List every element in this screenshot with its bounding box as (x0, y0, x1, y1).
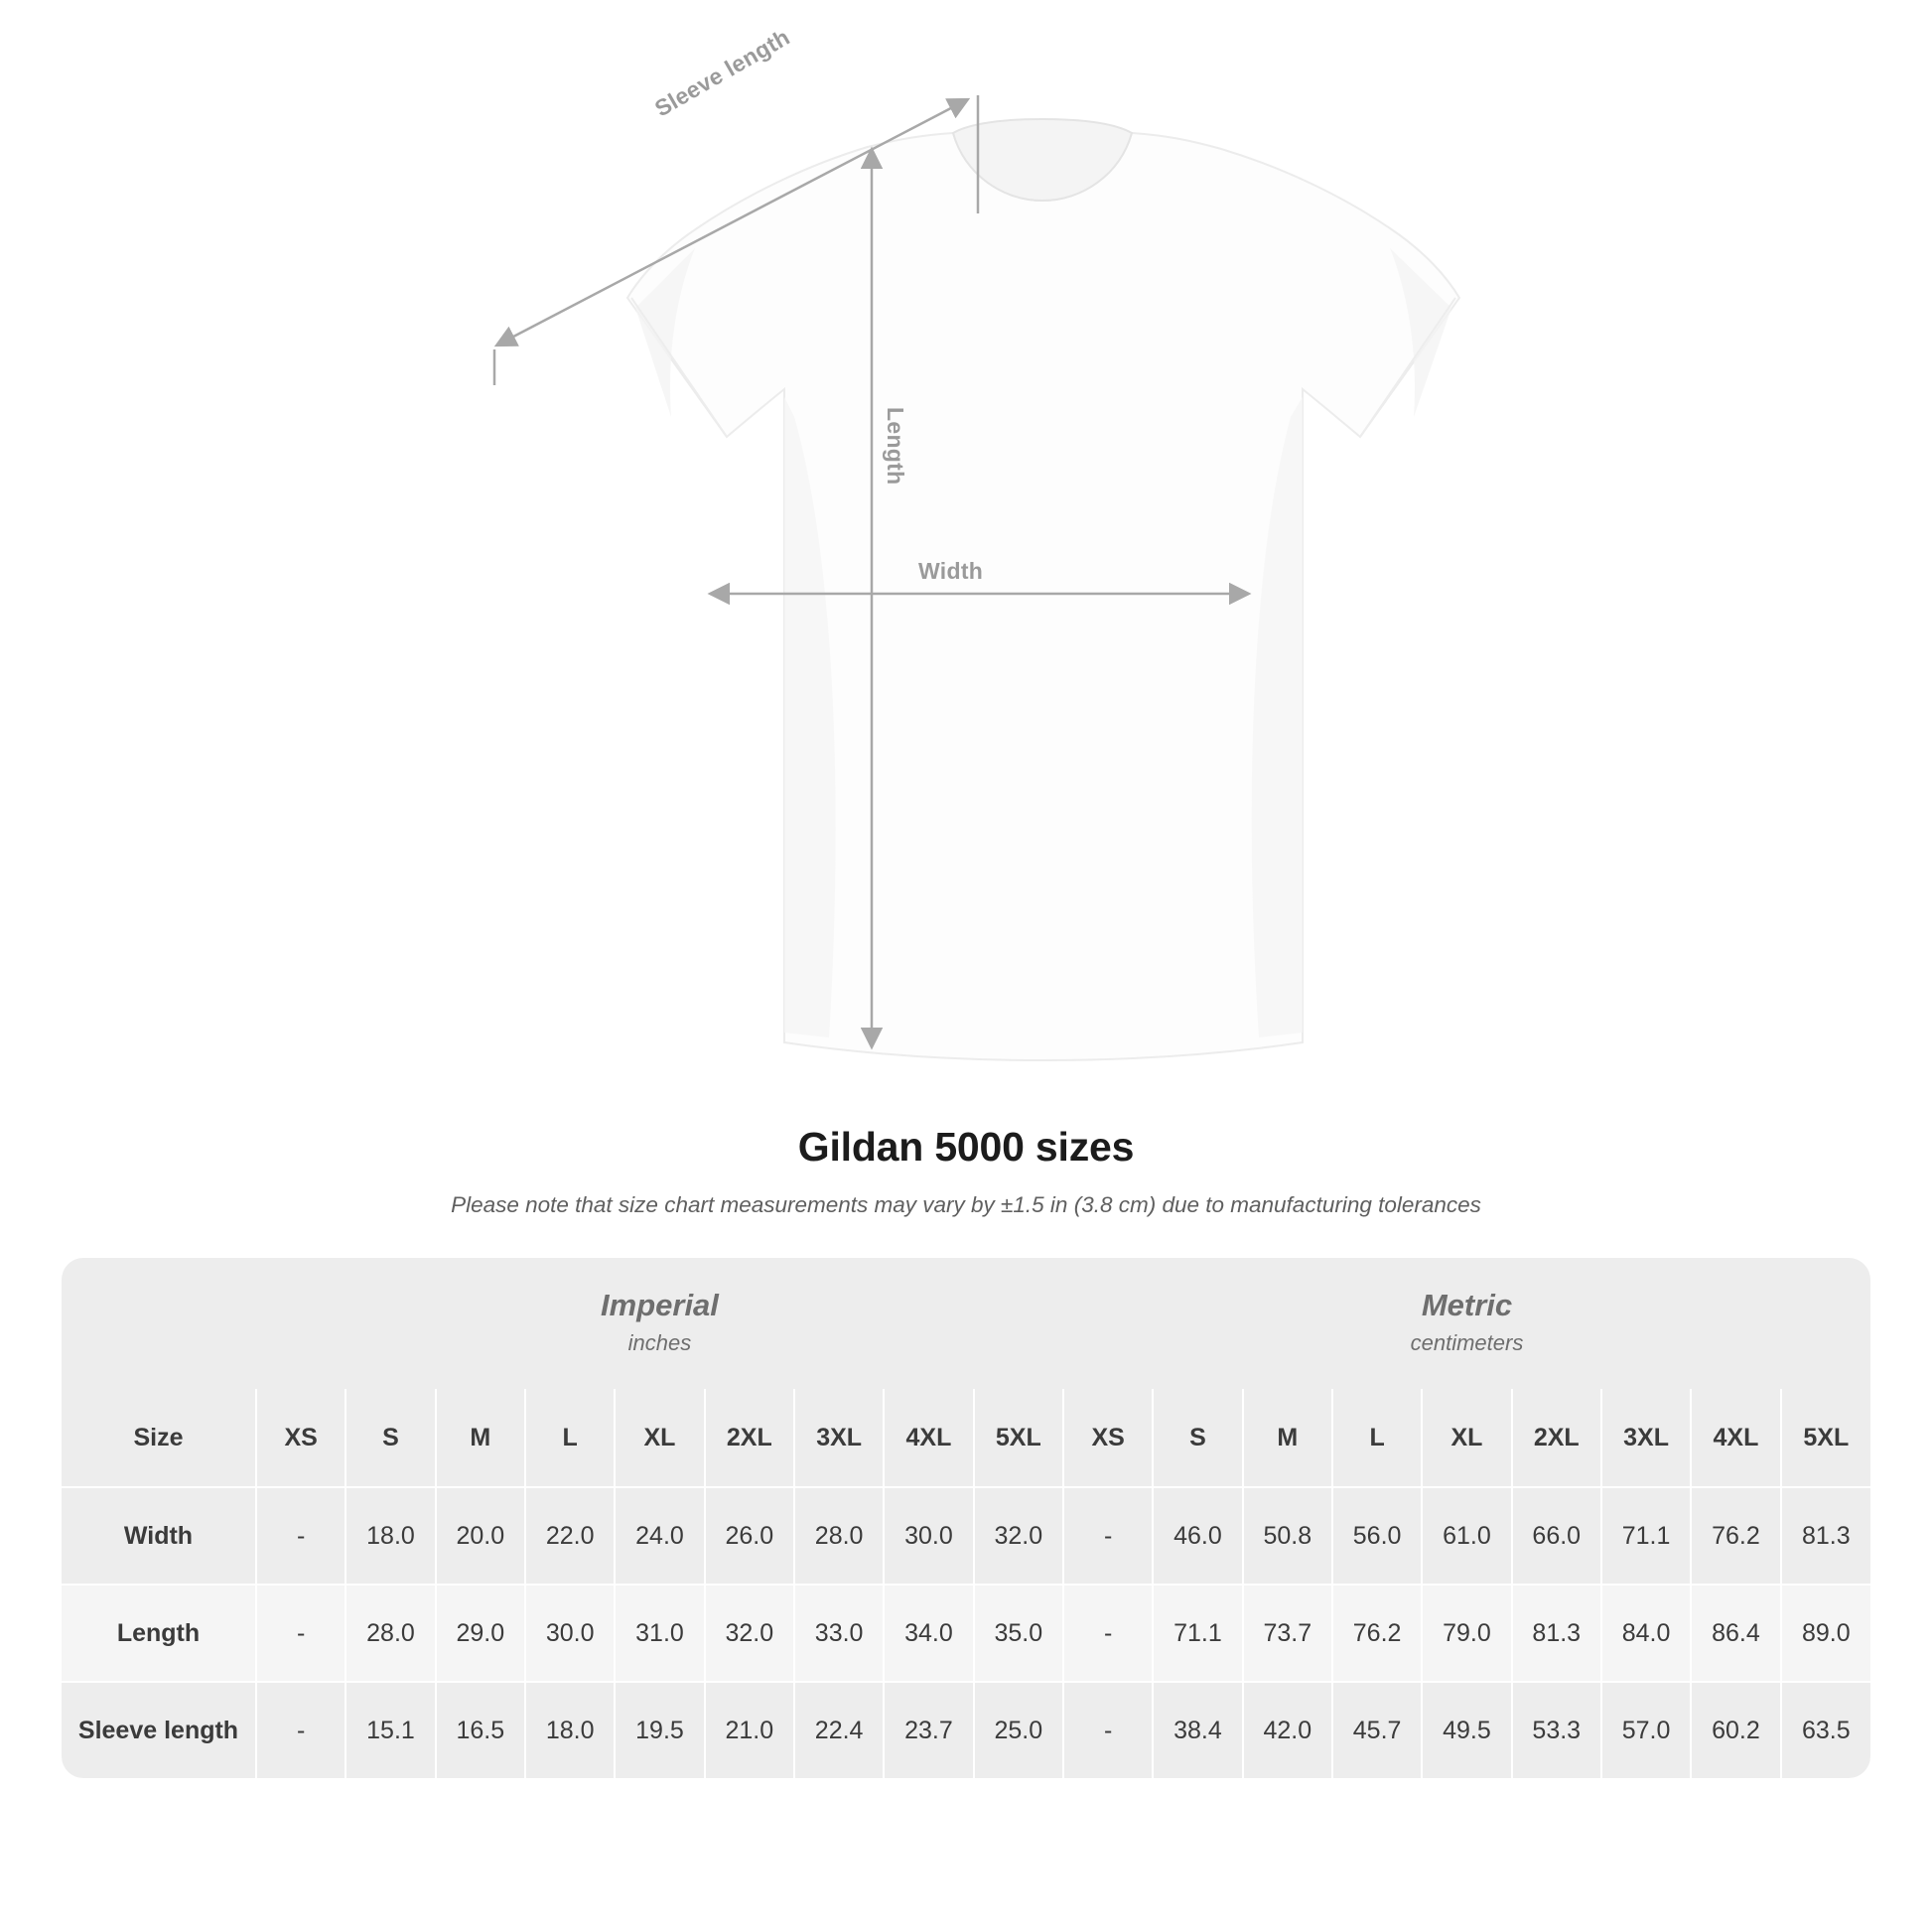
size-header-metric-s: S (1153, 1389, 1242, 1487)
size-table-wrapper (62, 1258, 1870, 1778)
size-header-imperial-l: L (525, 1389, 615, 1487)
size-header-metric-xl: XL (1422, 1389, 1511, 1487)
size-header-imperial-xl: XL (615, 1389, 704, 1487)
unit-imperial-sub: inches (627, 1329, 692, 1355)
cell-length-metric-3xl: 84.0 (1601, 1585, 1691, 1682)
cell-width-metric-5xl: 81.3 (1781, 1487, 1870, 1585)
cell-length-imperial-xs: - (256, 1585, 345, 1682)
cell-length-imperial-l: 30.0 (525, 1585, 615, 1682)
table-row (62, 1682, 1870, 1778)
size-table (62, 1258, 1870, 1778)
cell-length-imperial-2xl: 32.0 (705, 1585, 794, 1682)
cell-sleeve-metric-xs: - (1063, 1682, 1153, 1778)
tolerance-note: Please note that size chart measurements may vary by ±1.5 in (3.8 cm) due to manufacturing tolerances (451, 1192, 1481, 1217)
size-header-metric-3xl: 3XL (1601, 1389, 1691, 1487)
cell-sleeve-metric-s: 38.4 (1153, 1682, 1242, 1778)
cell-sleeve-metric-l: 45.7 (1332, 1682, 1422, 1778)
size-header-imperial-m: M (436, 1389, 525, 1487)
cell-length-imperial-4xl: 34.0 (884, 1585, 973, 1682)
cell-width-imperial-3xl: 28.0 (794, 1487, 884, 1585)
size-header-imperial-2xl: 2XL (705, 1389, 794, 1487)
cell-width-metric-m: 50.8 (1243, 1487, 1332, 1585)
cell-length-metric-4xl: 86.4 (1691, 1585, 1780, 1682)
title-block (0, 1124, 1932, 1218)
cell-width-imperial-5xl: 32.0 (974, 1487, 1063, 1585)
row-label-width: Width (62, 1487, 256, 1585)
cell-sleeve-imperial-5xl: 25.0 (974, 1682, 1063, 1778)
size-header-imperial-4xl: 4XL (884, 1389, 973, 1487)
cell-sleeve-imperial-xl: 19.5 (615, 1682, 704, 1778)
unit-metric-sub: centimeters (1410, 1329, 1524, 1355)
cell-width-metric-s: 46.0 (1153, 1487, 1242, 1585)
cell-sleeve-imperial-2xl: 21.0 (705, 1682, 794, 1778)
cell-sleeve-metric-3xl: 57.0 (1601, 1682, 1691, 1778)
cell-length-imperial-s: 28.0 (345, 1585, 435, 1682)
size-header-imperial-s: S (345, 1389, 435, 1487)
table-row (62, 1585, 1870, 1682)
cell-sleeve-metric-2xl: 53.3 (1512, 1682, 1601, 1778)
cell-length-metric-l: 76.2 (1332, 1585, 1422, 1682)
cell-width-metric-2xl: 66.0 (1512, 1487, 1601, 1585)
cell-length-metric-xl: 79.0 (1422, 1585, 1511, 1682)
tshirt-shape (627, 119, 1459, 1060)
page-title: Gildan 5000 sizes (797, 1124, 1135, 1170)
unit-imperial-name: Imperial (601, 1288, 719, 1323)
size-header-imperial-xs: XS (256, 1389, 345, 1487)
cell-width-metric-4xl: 76.2 (1691, 1487, 1780, 1585)
row-label-sleeve-length: Sleeve length (62, 1682, 256, 1778)
size-header-metric-m: M (1243, 1389, 1332, 1487)
cell-length-imperial-xl: 31.0 (615, 1585, 704, 1682)
unit-header-row (62, 1258, 1870, 1389)
size-header-imperial-3xl: 3XL (794, 1389, 884, 1487)
cell-length-metric-2xl: 81.3 (1512, 1585, 1601, 1682)
cell-sleeve-imperial-4xl: 23.7 (884, 1682, 973, 1778)
cell-width-imperial-m: 20.0 (436, 1487, 525, 1585)
cell-width-imperial-2xl: 26.0 (705, 1487, 794, 1585)
cell-width-imperial-xl: 24.0 (615, 1487, 704, 1585)
cell-length-imperial-3xl: 33.0 (794, 1585, 884, 1682)
cell-sleeve-imperial-l: 18.0 (525, 1682, 615, 1778)
cell-length-metric-5xl: 89.0 (1781, 1585, 1870, 1682)
cell-sleeve-imperial-m: 16.5 (436, 1682, 525, 1778)
cell-length-imperial-m: 29.0 (436, 1585, 525, 1682)
size-header-imperial-5xl: 5XL (974, 1389, 1063, 1487)
cell-width-metric-l: 56.0 (1332, 1487, 1422, 1585)
cell-sleeve-imperial-3xl: 22.4 (794, 1682, 884, 1778)
unit-spacer (62, 1258, 256, 1389)
cell-width-imperial-xs: - (256, 1487, 345, 1585)
cell-sleeve-metric-4xl: 60.2 (1691, 1682, 1780, 1778)
cell-length-metric-s: 71.1 (1153, 1585, 1242, 1682)
cell-sleeve-imperial-xs: - (256, 1682, 345, 1778)
table-row (62, 1487, 1870, 1585)
cell-sleeve-metric-m: 42.0 (1243, 1682, 1332, 1778)
unit-imperial (256, 1258, 1063, 1389)
cell-length-metric-xs: - (1063, 1585, 1153, 1682)
cell-sleeve-imperial-s: 15.1 (345, 1682, 435, 1778)
cell-width-imperial-l: 22.0 (525, 1487, 615, 1585)
sleeve-length-label: Sleeve length (650, 23, 794, 122)
size-header-label: Size (62, 1389, 256, 1487)
size-header-metric-xs: XS (1063, 1389, 1153, 1487)
cell-width-metric-xl: 61.0 (1422, 1487, 1511, 1585)
length-label: Length (883, 407, 908, 485)
unit-metric-name: Metric (1421, 1288, 1513, 1323)
cell-width-metric-xs: - (1063, 1487, 1153, 1585)
cell-sleeve-metric-xl: 49.5 (1422, 1682, 1511, 1778)
cell-width-metric-3xl: 71.1 (1601, 1487, 1691, 1585)
size-header-metric-5xl: 5XL (1781, 1389, 1870, 1487)
size-header-row (62, 1389, 1870, 1487)
cell-length-metric-m: 73.7 (1243, 1585, 1332, 1682)
cell-width-imperial-s: 18.0 (345, 1487, 435, 1585)
cell-sleeve-metric-5xl: 63.5 (1781, 1682, 1870, 1778)
cell-width-imperial-4xl: 30.0 (884, 1487, 973, 1585)
unit-metric (1063, 1258, 1870, 1389)
row-label-length: Length (62, 1585, 256, 1682)
size-header-metric-4xl: 4XL (1691, 1389, 1780, 1487)
width-label: Width (918, 558, 984, 584)
size-header-metric-2xl: 2XL (1512, 1389, 1601, 1487)
size-header-metric-l: L (1332, 1389, 1422, 1487)
cell-length-imperial-5xl: 35.0 (974, 1585, 1063, 1682)
